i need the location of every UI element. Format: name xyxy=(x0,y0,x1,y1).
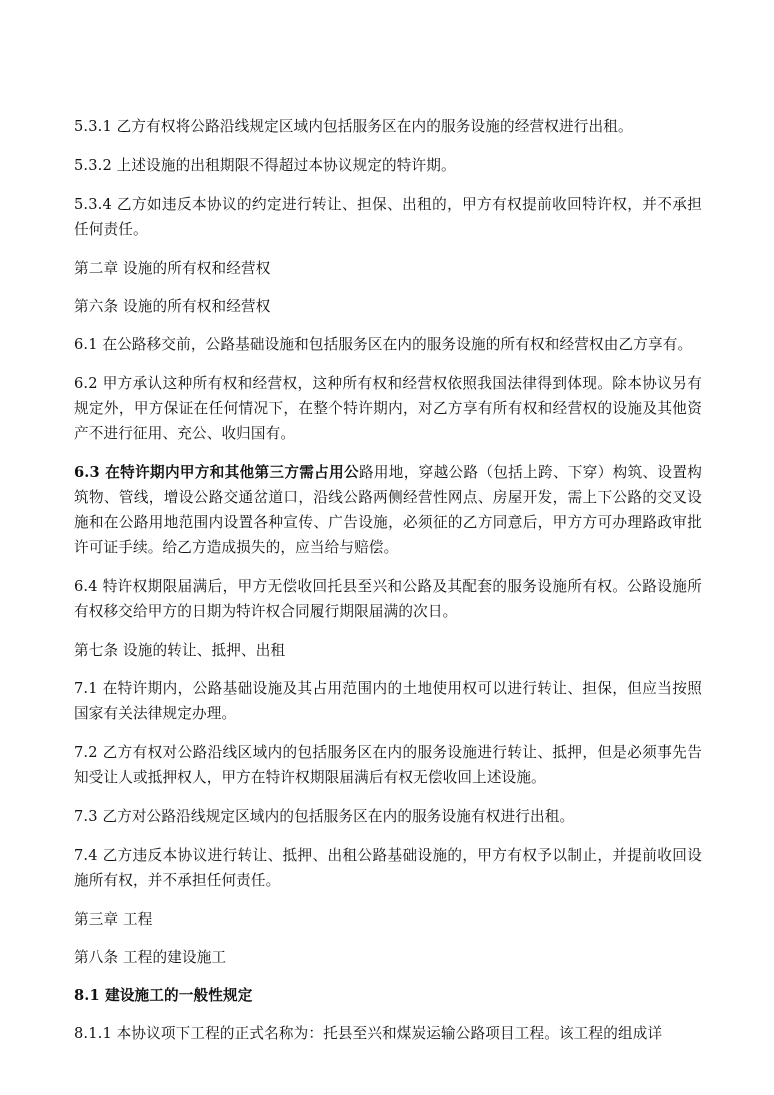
clause-5-3-2: 5.3.2 上述设施的出租期限不得超过本协议规定的特许期。 xyxy=(74,157,456,174)
clause-6-3-bold-lead: 6.3 在特许期内甲方和其他第三方需占用公 xyxy=(74,464,359,481)
clause-8-1-heading xyxy=(74,983,702,1008)
clause-7-4: 7.4 乙方违反本协议进行转让、抵押、出租公路基础设施的，甲方有权予以制止，并提前收回设施所有权，并不承担任何责任。 xyxy=(74,847,702,889)
clause-6-4: 6.4 特许权期限届满后，甲方无偿收回托县至兴和公路及其配套的服务设施所有权。公路设施所有权移交给甲方的日期为特许权合同履行期限届满的次日。 xyxy=(74,578,702,620)
article-7-heading: 第七条 设施的转让、抵押、出租 xyxy=(74,642,286,659)
article-8-heading: 第八条 工程的建设施工 xyxy=(74,949,227,966)
clause-6-3 xyxy=(74,460,702,560)
clause-6-1: 6.1 在公路移交前，公路基础设施和包括服务区在内的服务设施的所有权和经营权由乙方享有。 xyxy=(74,336,693,353)
clause-8-1-bold-lead: 8.1 建设施工的一般性规定 xyxy=(74,987,253,1004)
clause-8-1-1: 8.1.1 本协议项下工程的正式名称为：托县至兴和煤炭运输公路项目工程。该工程的组成详 xyxy=(74,1025,663,1042)
chapter-2-heading: 第二章 设施的所有权和经营权 xyxy=(74,260,271,277)
clause-7-1: 7.1 在特许期内，公路基础设施及其占用范围内的土地使用权可以进行转让、担保，但应当按照国家有关法律规定办理。 xyxy=(74,680,702,722)
clause-5-3-1: 5.3.1 乙方有权将公路沿线规定区域内包括服务区在内的服务设施的经营权进行出租。 xyxy=(74,118,633,135)
clause-7-2: 7.2 乙方有权对公路沿线区域内的包括服务区在内的服务设施进行转让、抵押，但是必须事先告知受让人或抵押权人，甲方在特许权期限届满后有权无偿收回上述设施。 xyxy=(74,744,702,786)
chapter-3-heading: 第三章 工程 xyxy=(74,911,153,928)
article-6-heading: 第六条 设施的所有权和经营权 xyxy=(74,298,271,315)
clause-5-3-4: 5.3.4 乙方如违反本协议的约定进行转让、担保、出租的，甲方有权提前收回特许权，并不承担任何责任。 xyxy=(74,196,702,238)
clause-7-3: 7.3 乙方对公路沿线规定区域内的包括服务区在内的服务设施有权进行出租。 xyxy=(74,808,575,825)
document-body xyxy=(74,114,702,1060)
clause-6-3-text: 路用地，穿越公路（包括上跨、下穿）构筑、设置构筑物、管线，增设公路交通岔道口，沿线公路两侧经营性网点、房屋开发，需上下公路的交叉设施和在公路用地范围内设置各种宣传、广告设施，必须征的乙方同意后，甲方方可办理路政审批许可证手续。给乙方造成损失的，应当给与赔偿。 xyxy=(74,464,703,556)
clause-6-2: 6.2 甲方承认这种所有权和经营权，这种所有权和经营权依照我国法律得到体现。除本协议另有规定外，甲方保证在任何情况下，在整个特许期内，对乙方享有所有权和经营权的设施及其他资产不进行征用、充公、收归国有。 xyxy=(74,375,702,442)
